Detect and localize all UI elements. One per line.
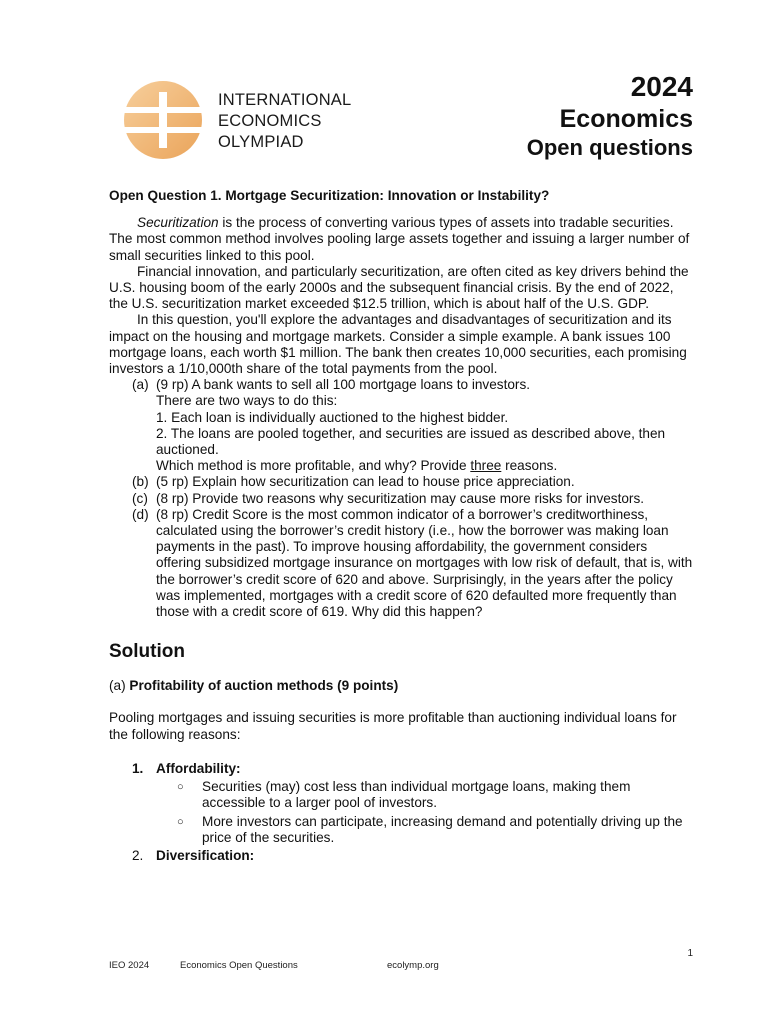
part-b-marker: (b) <box>132 474 149 490</box>
document-heading <box>527 70 693 162</box>
bullet-item: ○ Securities (may) cost less than individual mortgage loans, making them accessible to a larger pool of investors. <box>177 779 631 811</box>
hollow-bullet-icon: ○ <box>177 781 184 794</box>
intro-paragraph-2: Financial innovation, and particularly securitization, are often cited as key drivers behind the U.S. housing boom of the early 2000s and the subsequent financial crisis. By the end of 2022, the U.S. securitization market exceeded $12.5 trillion, which is about half of the U.S. GDP. <box>109 263 689 312</box>
reasons-list <box>109 761 695 864</box>
emphasis-three: three <box>470 458 502 474</box>
part-a-line-2: There are two ways to do this: <box>156 393 338 409</box>
org-line-2: ECONOMICS <box>218 112 322 130</box>
footer-left: IEO 2024 <box>109 960 150 971</box>
part-c-text: (8 rp) Provide two reasons why securitization may cause more risks for investors. <box>156 490 645 506</box>
part-d-text: (8 rp) Credit Score is the most common indicator of a borrower’s creditworthiness, calculated using the borrower’s credit history (i.e., how the borrower was making loan payments in the past). To improve housing affordability, the government considers offering subsidized mortgage insurance on mortgages with low risk of default, that is, with the borrower’s credit score of 620 and above. Surprisingly, in the years after the policy was implemented, mortgages with a credit score of 620 defaulted more frequently than those with a credit score of 619. Why did this happen? <box>156 506 693 620</box>
reason-affordability <box>109 761 695 846</box>
part-a-option-1: 1. Each loan is individually auctioned to the highest bidder. <box>156 409 509 425</box>
part-c-marker: (c) <box>132 490 148 506</box>
intro-paragraph-3: In this question, you'll explore the advantages and disadvantages of securitization and its impact on the housing and mortgage markets. Consider a simple example. A bank issues 100 mortgage loans, each worth $1 million. The bank then creates 10,000 securities, each promising investors a 1/10,000th share of the total payments from the pool. <box>109 312 687 377</box>
organization-name <box>218 90 351 153</box>
part-d <box>109 507 695 620</box>
document-kind: Open questions <box>526 135 693 160</box>
year: 2024 <box>630 71 693 102</box>
part-b-text: (5 rp) Explain how securitization can lead to house price appreciation. <box>156 474 575 490</box>
bullet-item: ○ More investors can participate, increasing demand and potentially driving up the price of the securities. <box>177 813 683 845</box>
question-parts <box>109 377 695 620</box>
term-securitization: Securitization <box>137 215 219 231</box>
intro-paragraph-1-text: is the process of converting various types of assets into tradable securities. The most common method involves pooling large assets together and issuing a larger number of small securities linked to this pool. <box>109 215 690 263</box>
footer-title: Economics Open Questions <box>180 960 298 971</box>
reason-1-bullets <box>156 779 695 846</box>
part-a-marker: (a) <box>132 377 149 393</box>
reason-2-number: 2. <box>132 847 144 863</box>
page-number: 1 <box>687 948 693 959</box>
reason-1-number: 1. <box>132 760 144 776</box>
question-title: Open Question 1. Mortgage Securitization: Innovation or Instability? <box>109 188 550 203</box>
solution-subheading-title: Profitability of auction methods (9 points) <box>129 678 399 694</box>
main-content <box>109 188 695 864</box>
part-c <box>109 491 695 507</box>
part-a-line-1: (9 rp) A bank wants to sell all 100 mortgage loans to investors. <box>156 377 531 393</box>
part-a-line-5: Which method is more profitable, and why? Provide three reasons. <box>156 458 558 474</box>
solution-intro: Pooling mortgages and issuing securities is more profitable than auctioning individual loans for the following reasons: <box>109 710 677 742</box>
part-b <box>109 474 695 490</box>
reason-2-title: Diversification: <box>156 847 255 863</box>
reason-1-title: Affordability: <box>156 760 241 776</box>
org-line-1: INTERNATIONAL <box>218 91 352 109</box>
reason-diversification <box>109 848 695 864</box>
intro-paragraph-1 <box>109 215 695 264</box>
ieo-logo-icon <box>121 80 205 160</box>
part-a <box>109 377 695 474</box>
subject: Economics <box>559 105 693 133</box>
solution-heading: Solution <box>109 641 185 663</box>
footer-website: ecolymp.org <box>387 960 439 971</box>
org-line-3: OLYMPIAD <box>218 133 304 151</box>
part-a-option-2: 2. The loans are pooled together, and securities are issued as described above, then auctioned. <box>156 425 666 458</box>
solution-subheading: (a) Profitability of auction methods (9 points) <box>109 678 399 694</box>
part-d-marker: (d) <box>132 506 149 522</box>
hollow-bullet-icon: ○ <box>177 815 184 828</box>
